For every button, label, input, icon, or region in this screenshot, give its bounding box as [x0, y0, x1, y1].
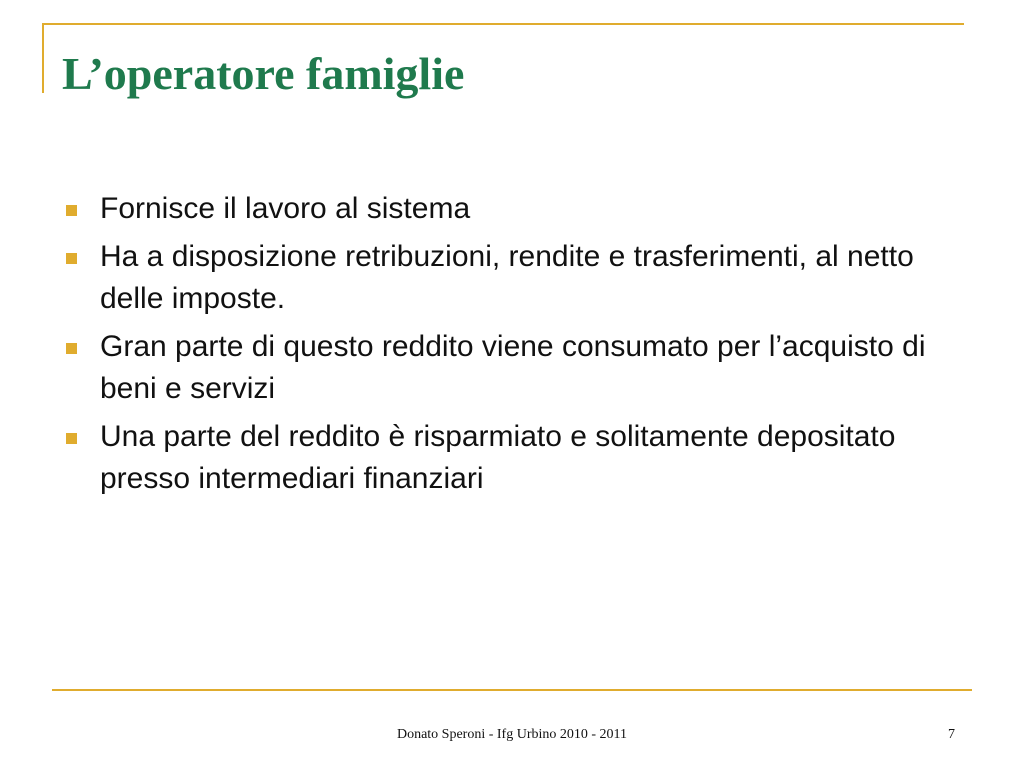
- slide-title: L’operatore famiglie: [62, 48, 465, 99]
- footer-divider: [52, 689, 972, 691]
- square-bullet-icon: [66, 205, 77, 216]
- bullet-list: [64, 188, 944, 506]
- bullet-item: [64, 326, 944, 410]
- top-frame-line: [42, 23, 964, 25]
- left-frame-line: [42, 23, 44, 93]
- footer-credit: Donato Speroni - Ifg Urbino 2010 - 2011: [396, 727, 628, 742]
- bullet-item: [64, 236, 944, 320]
- page-number: 7: [948, 727, 955, 742]
- bullet-text: Ha a disposizione retribuzioni, rendite e trasferimenti, al netto delle imposte.: [100, 240, 914, 315]
- square-bullet-icon: [66, 343, 77, 354]
- square-bullet-icon: [66, 433, 77, 444]
- bullet-item: [64, 188, 944, 230]
- bullet-text: Gran parte di questo reddito viene consumato per l’acquisto di beni e servizi: [100, 330, 926, 405]
- bullet-text: Una parte del reddito è risparmiato e solitamente depositato presso intermediari finanziari: [100, 420, 896, 495]
- bullet-text: Fornisce il lavoro al sistema: [100, 192, 471, 225]
- square-bullet-icon: [66, 253, 77, 264]
- bullet-item: [64, 416, 944, 500]
